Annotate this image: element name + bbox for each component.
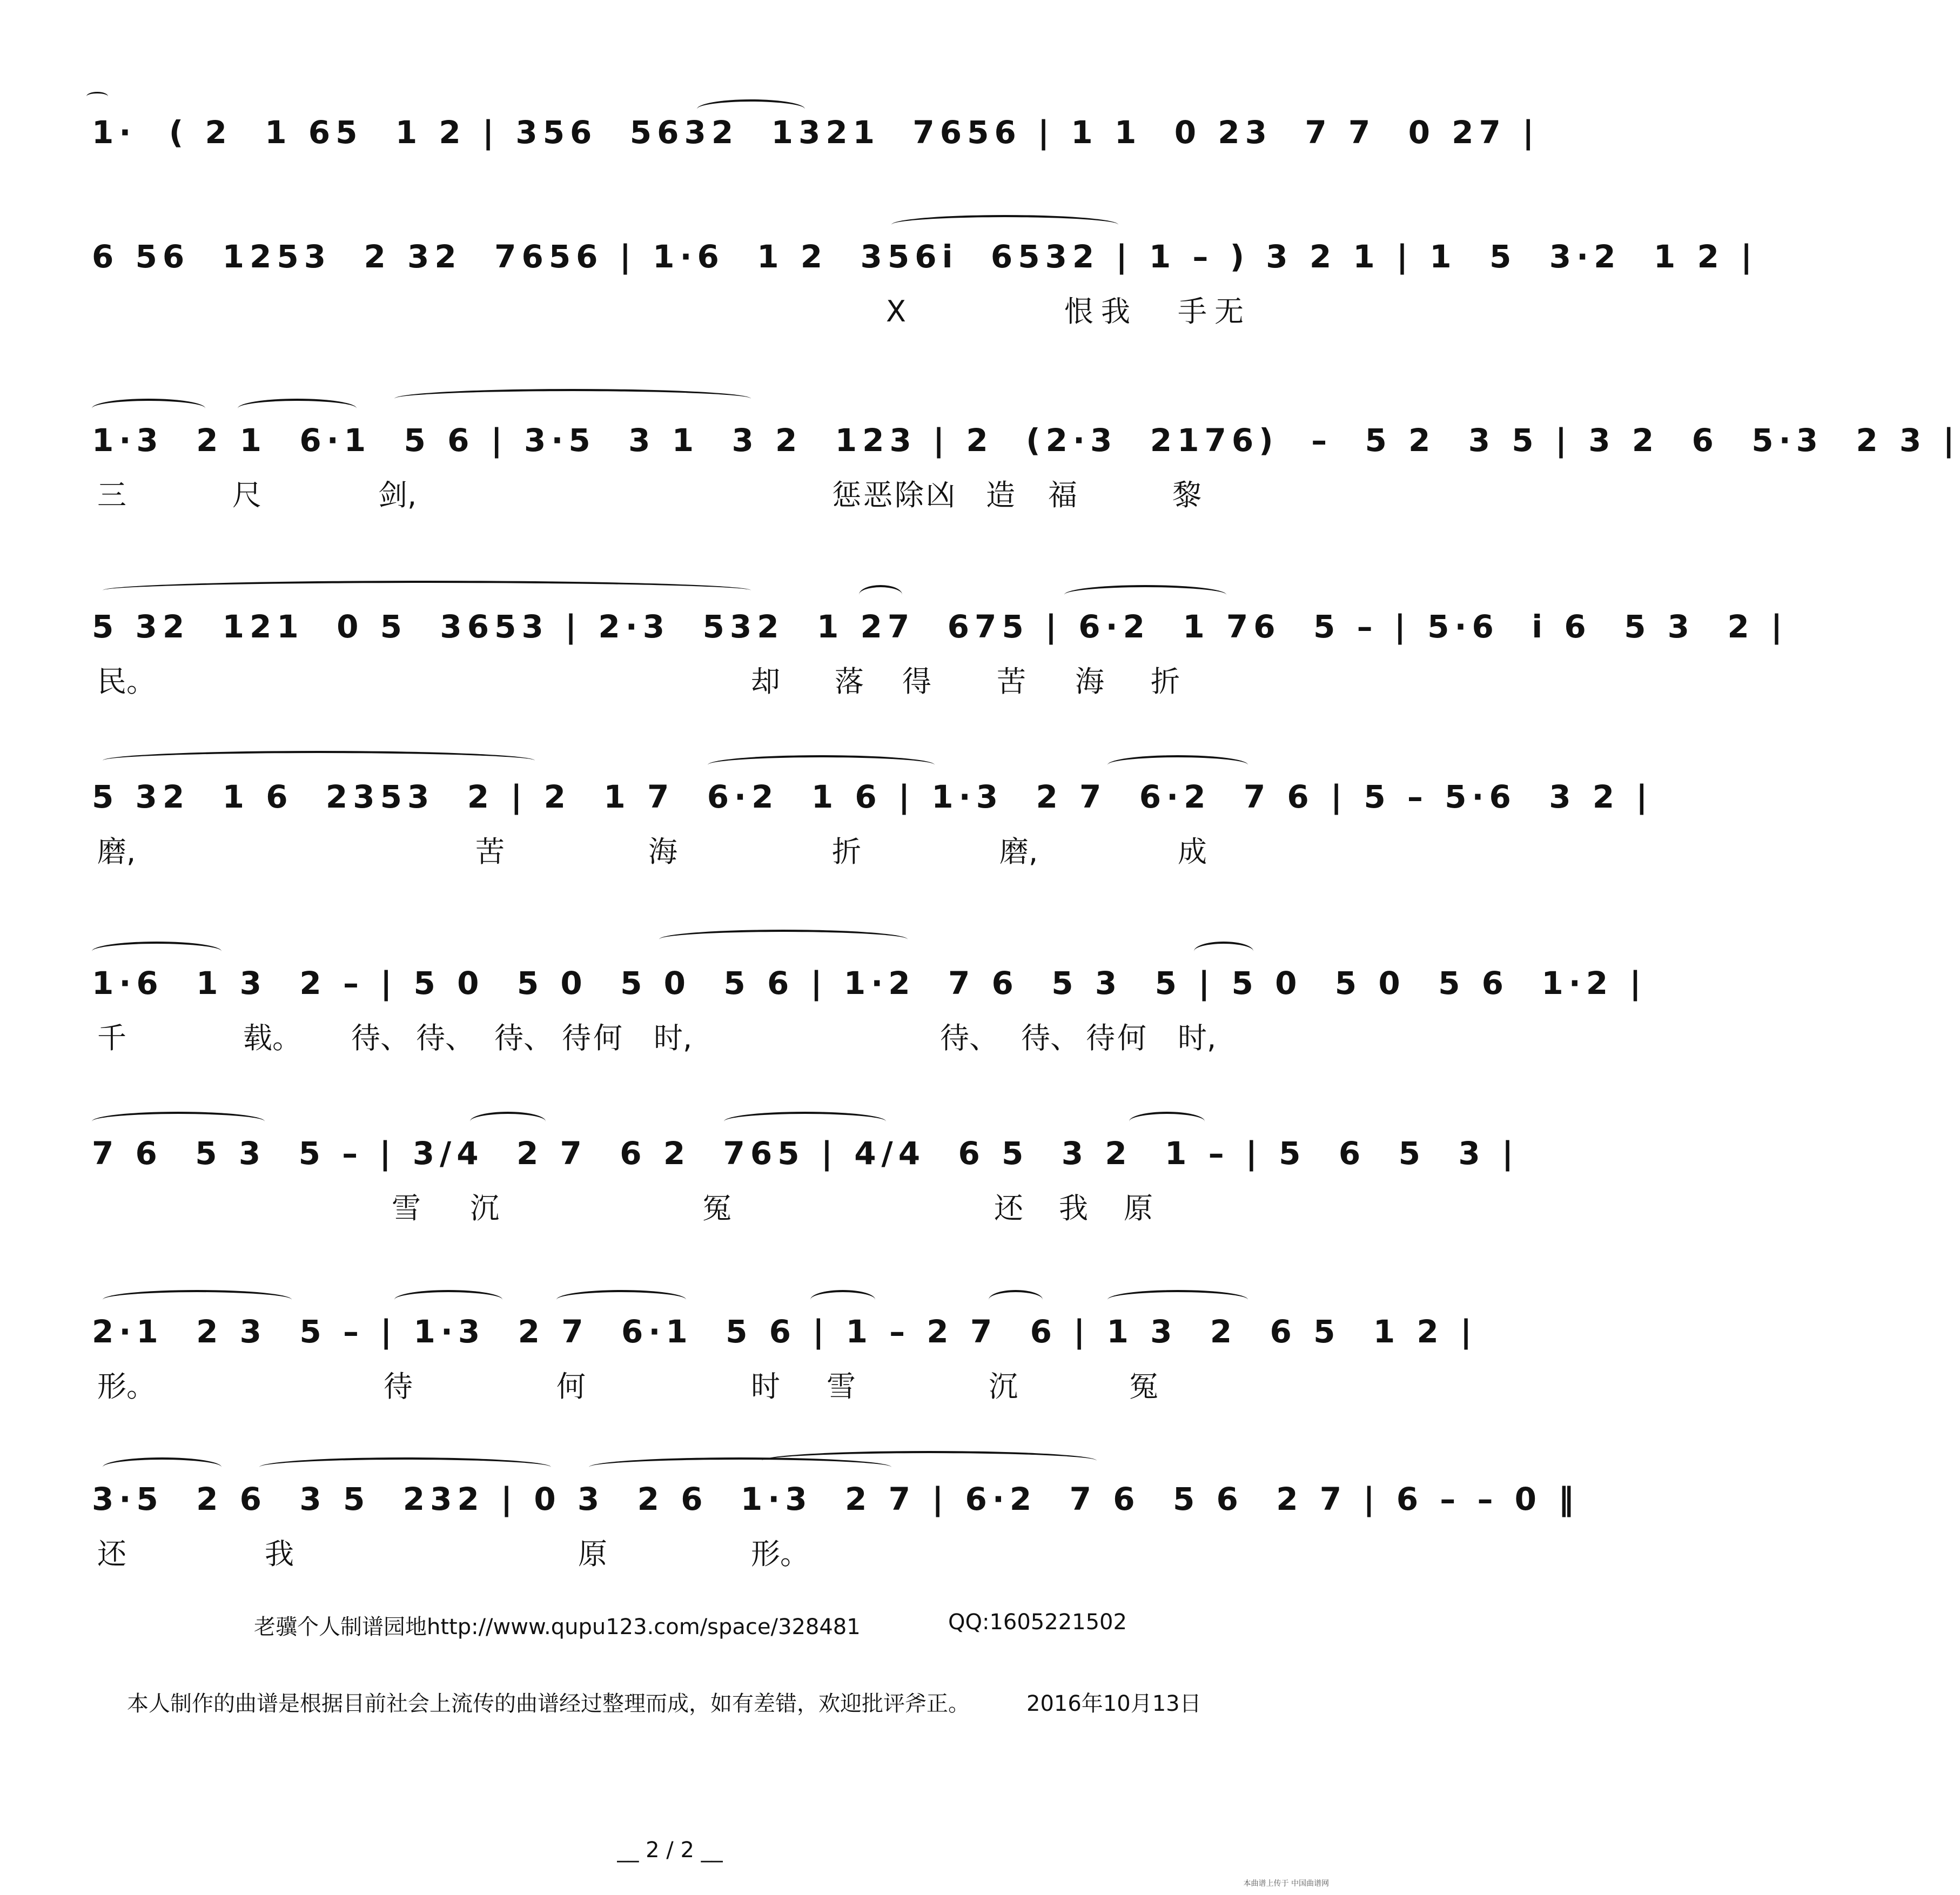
upload-stamp: 本曲谱上传于 中国曲谱网 xyxy=(1243,1879,1329,1888)
lyric: 得 xyxy=(902,664,931,698)
lyric: 磨, xyxy=(999,835,1038,869)
slur xyxy=(238,399,357,418)
slur xyxy=(103,1457,221,1477)
slur xyxy=(92,1112,265,1131)
lyric: 原 xyxy=(578,1537,607,1571)
lyric: 民。 xyxy=(97,664,156,698)
notation-line: 1·6 1 3 2 – | 5 0 5 0 5 0 5 6 | 1·2 7 6 5 3 5 | 5 0 5 0 5 6 1·2 | xyxy=(92,965,1647,1002)
slur xyxy=(859,585,902,604)
lyric: 待、 xyxy=(940,1021,998,1055)
lyric: 原 xyxy=(1124,1191,1153,1225)
slur xyxy=(103,581,751,600)
lyric-line xyxy=(92,1368,1253,1411)
slur xyxy=(556,1290,686,1309)
lyric: 时, xyxy=(1178,1021,1217,1055)
lyric: 雪 xyxy=(827,1369,856,1403)
slur xyxy=(1064,585,1226,604)
slur xyxy=(989,1290,1043,1309)
slur xyxy=(1107,755,1248,775)
lyric: 尺 xyxy=(232,478,261,512)
lyric: 折 xyxy=(1151,664,1180,698)
lyric: 待、 xyxy=(416,1021,474,1055)
lyric: 惩恶除凶 xyxy=(832,478,957,512)
lyric: 磨, xyxy=(97,835,136,869)
lyric-line xyxy=(92,1019,1253,1063)
slur xyxy=(762,1451,1097,1470)
lyric: 沉 xyxy=(989,1369,1018,1403)
notation-line: 5 32 1 6 2353 2 | 2 1 7 6·2 1 6 | 1·3 2 7 6·2 7 6 | 5 – 5·6 3 2 | xyxy=(92,778,1653,815)
footer-site: 老骥个人制谱园地http://www.qupu123.com/space/328481 xyxy=(254,1615,861,1639)
lyric: 海 xyxy=(648,835,677,869)
lyric: 落 xyxy=(835,664,864,698)
lyric: 时, xyxy=(654,1021,693,1055)
lyric: 恨我 xyxy=(1064,294,1138,328)
lyric: 雪 xyxy=(392,1191,421,1225)
lyric: 还 xyxy=(994,1191,1023,1225)
lyric-line xyxy=(92,833,1253,876)
notation-line: 2·1 2 3 5 – | 1·3 2 7 6·1 5 6 | 1 – 2 7 6 | 1 3 2 6 5 1 2 | xyxy=(92,1313,1478,1350)
slur xyxy=(470,1112,546,1131)
lyric: 时 xyxy=(751,1369,780,1403)
lyric: 待 xyxy=(384,1369,413,1403)
lyric-line xyxy=(92,476,1253,520)
lyric: 手无 xyxy=(1178,294,1251,328)
slur xyxy=(259,1457,551,1477)
footer-date: 2016年10月13日 xyxy=(1026,1691,1201,1716)
notation-line: 5 32 121 0 5 3653 | 2·3 532 1 27 675 | 6·2 1 76 5 – | 5·6 i 6 5 3 2 | xyxy=(92,608,1788,645)
slur xyxy=(92,942,221,961)
lyric: 待、 xyxy=(351,1021,410,1055)
notation-line: 6 56 1253 2 32 7656 | 1·6 1 2 356i 6532 | 1 – ) 3 2 1 | 1 5 3·2 1 2 | xyxy=(92,238,1758,275)
lyric: 苦 xyxy=(997,664,1026,698)
page-number: __ 2 / 2 __ xyxy=(617,1838,723,1863)
lyric: 苦 xyxy=(475,835,505,869)
lyric: 我 xyxy=(265,1537,294,1571)
lyric: 形。 xyxy=(97,1369,156,1403)
lyric: X xyxy=(886,294,906,328)
notation-line: 1· ( 2 1 65 1 2 | 356 5632 1321 7656 | 1 1 0 23 7 7 0 27 | xyxy=(92,114,1540,151)
lyric: 黎 xyxy=(1172,478,1201,512)
breath-mark xyxy=(86,92,108,101)
lyric: 造 xyxy=(986,478,1015,512)
lyric: 待何 xyxy=(1086,1021,1149,1055)
lyric: 待、 xyxy=(494,1021,553,1055)
slur xyxy=(103,751,535,770)
slur xyxy=(697,99,805,119)
slur xyxy=(1107,1290,1248,1309)
lyric: 成 xyxy=(1178,835,1207,869)
lyric: 千 xyxy=(97,1021,126,1055)
slur xyxy=(891,215,1118,234)
slur xyxy=(92,399,205,418)
lyric-line xyxy=(92,1190,1253,1233)
slur xyxy=(103,1290,292,1309)
lyric-line xyxy=(92,293,1253,336)
notation-line: 3·5 2 6 3 5 232 | 0 3 2 6 1·3 2 7 | 6·2 7 6 5 6 2 7 | 6 – – 0 ‖ xyxy=(92,1481,1580,1517)
slur xyxy=(1194,942,1253,961)
lyric: 折 xyxy=(832,835,861,869)
footer-note: 本人制作的曲谱是根据目前社会上流传的曲谱经过整理而成，如有差错，欢迎批评斧正。 xyxy=(127,1691,970,1716)
lyric: 待、 xyxy=(1021,1021,1079,1055)
slur xyxy=(394,1290,502,1309)
lyric: 三 xyxy=(97,478,126,512)
slur xyxy=(810,1290,875,1309)
lyric: 我 xyxy=(1059,1191,1088,1225)
lyric: 载。 xyxy=(243,1021,301,1055)
lyric: 海 xyxy=(1075,664,1104,698)
lyric: 却 xyxy=(751,664,780,698)
slur xyxy=(724,1112,886,1131)
lyric: 沉 xyxy=(470,1191,499,1225)
lyric: 何 xyxy=(556,1369,586,1403)
lyric-line xyxy=(92,663,1253,706)
lyric: 还 xyxy=(97,1537,126,1571)
slur xyxy=(394,389,751,408)
lyric: 待何 xyxy=(562,1021,625,1055)
lyric: 冤 xyxy=(1129,1369,1158,1403)
notation-line: 7 6 5 3 5 – | 3/4 2 7 6 2 765 | 4/4 6 5 3 2 1 – | 5 6 5 3 | xyxy=(92,1135,1519,1172)
slur xyxy=(708,755,935,775)
lyric-line xyxy=(92,1535,1253,1578)
lyric: 福 xyxy=(1048,478,1077,512)
lyric: 冤 xyxy=(702,1191,731,1225)
lyric: 剑, xyxy=(378,478,417,512)
notation-line: 1·3 2 1 6·1 5 6 | 3·5 3 1 3 2 123 | 2 (2·3 2176) – 5 2 3 5 | 3 2 6 5·3 2 3 | xyxy=(92,422,1960,459)
slur xyxy=(659,930,908,949)
lyric: 形。 xyxy=(751,1537,809,1571)
footer-qq: QQ:1605221502 xyxy=(948,1610,1127,1635)
slur xyxy=(1129,1112,1205,1131)
